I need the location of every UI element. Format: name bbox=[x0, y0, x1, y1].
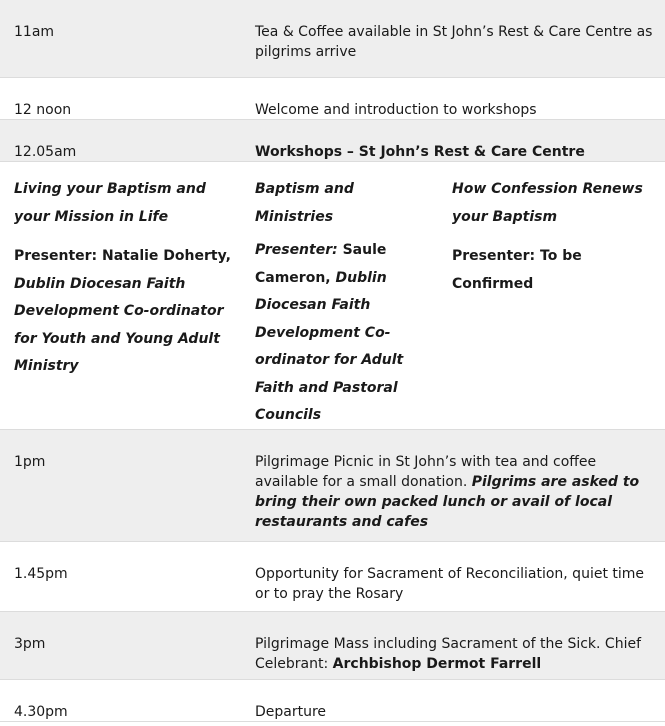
workshop-presenter bbox=[14, 243, 246, 381]
workshop-presenter bbox=[255, 237, 435, 430]
row-time: 4.30pm bbox=[14, 704, 68, 720]
table-row bbox=[0, 120, 665, 162]
workshop-column bbox=[452, 176, 652, 298]
workshop-title: How Confession Renews your Baptism bbox=[452, 181, 643, 225]
presenter-detail: Dublin Diocesan Faith Development Co-ordinator for Youth and Young Adult Ministry bbox=[14, 275, 224, 374]
workshops-row bbox=[0, 162, 665, 430]
table-row bbox=[0, 542, 665, 612]
desc-text: Pilgrimage Picnic in St John’s with tea and coffee available for a small donation. bbox=[255, 454, 597, 490]
row-time: 1.45pm bbox=[14, 566, 68, 582]
row-description: Workshops – St John’s Rest & Care Centre bbox=[255, 144, 585, 160]
presenter-detail: Dublin Diocesan Faith Development Co-ordinator for Adult Faith and Pastoral Councils bbox=[255, 269, 404, 423]
desc-emphasis: Pilgrims are asked to bring their own packed lunch or avail of local restaurants and cafes bbox=[255, 474, 640, 530]
table-row bbox=[0, 430, 665, 542]
row-description: Welcome and introduction to workshops bbox=[255, 102, 537, 118]
row-time: 11am bbox=[14, 24, 55, 40]
presenter-label: Presenter: bbox=[255, 242, 343, 258]
table-row bbox=[0, 78, 665, 120]
workshop-column bbox=[255, 176, 435, 430]
row-description: Opportunity for Sacrament of Reconciliation, quiet time or to pray the Rosary bbox=[255, 566, 645, 602]
row-time: 3pm bbox=[14, 636, 46, 652]
desc-text: Pilgrimage Mass including Sacrament of the Sick. Chief Celebrant: bbox=[255, 636, 642, 672]
row-description: Departure bbox=[255, 704, 327, 720]
row-time: 12.05am bbox=[14, 144, 77, 160]
workshop-title: Living your Baptism and your Mission in Life bbox=[14, 181, 206, 225]
row-time: 1pm bbox=[14, 454, 46, 470]
table-row bbox=[0, 612, 665, 680]
row-time: 12 noon bbox=[14, 102, 72, 118]
desc-emphasis: Archbishop Dermot Farrell bbox=[332, 656, 542, 672]
table-row bbox=[0, 680, 665, 722]
table-row bbox=[0, 0, 665, 78]
presenter-label: Presenter: To be Confirmed bbox=[452, 248, 582, 292]
row-description bbox=[255, 452, 655, 532]
row-description: Tea & Coffee available in St John’s Rest & Care Centre as pilgrims arrive bbox=[255, 24, 653, 60]
workshop-title: Baptism and Ministries bbox=[255, 181, 354, 225]
workshop-column bbox=[14, 176, 246, 381]
presenter-label: Presenter: Natalie Doherty, bbox=[14, 248, 231, 264]
workshop-presenter bbox=[452, 243, 652, 298]
row-description bbox=[255, 634, 655, 674]
presenter-name: Saule Cameron, bbox=[255, 242, 387, 286]
